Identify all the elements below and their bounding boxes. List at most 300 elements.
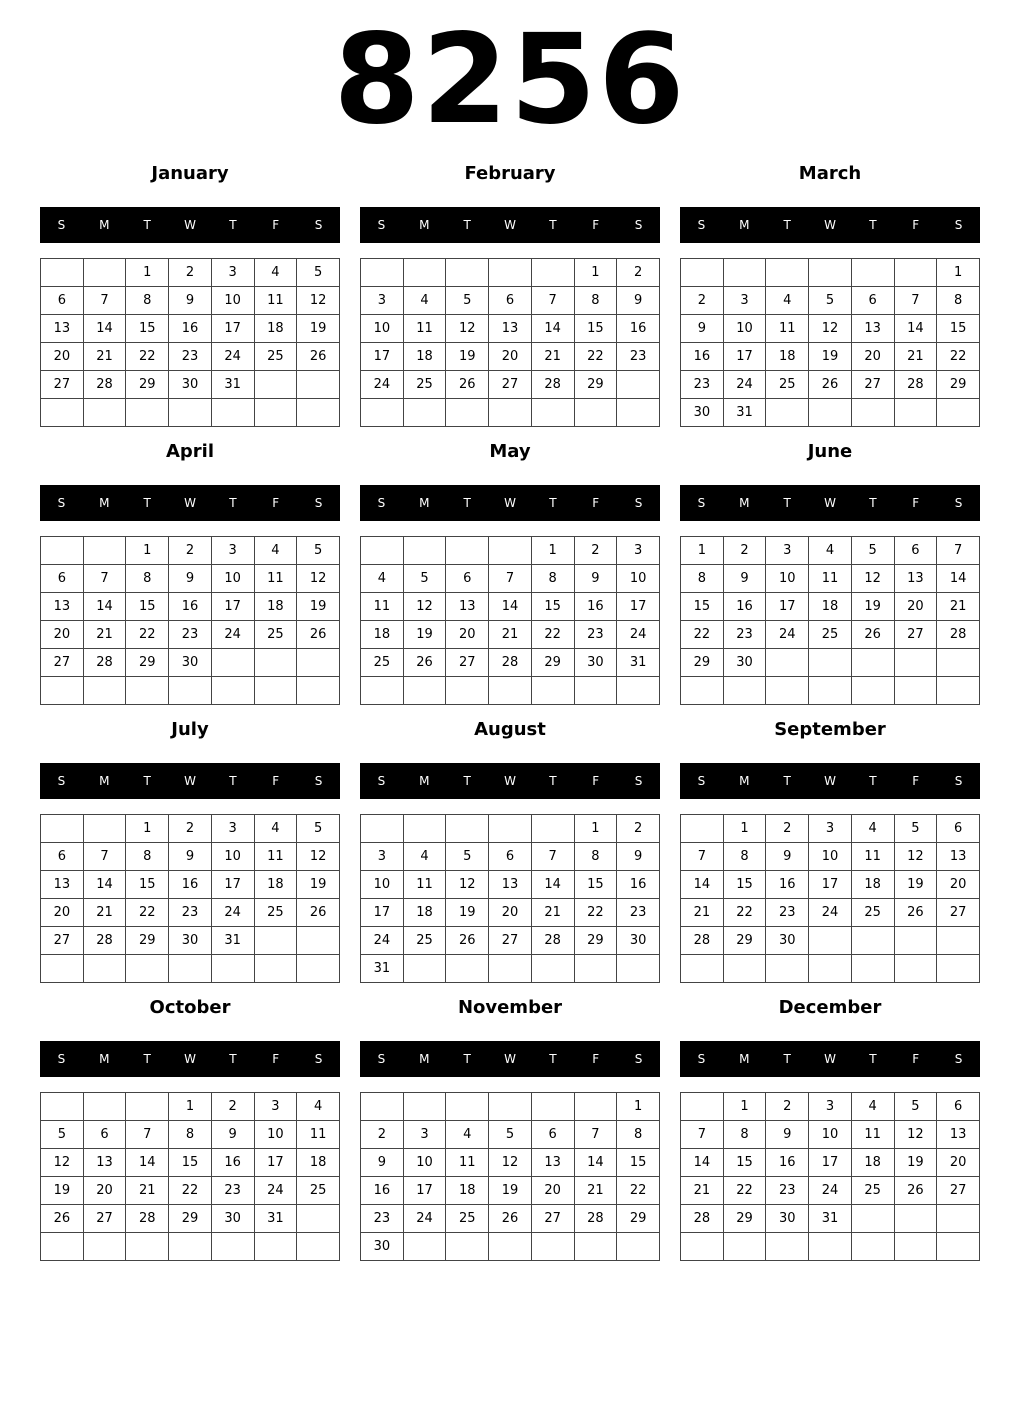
- day-cell: 23: [723, 621, 766, 649]
- day-cell: 10: [211, 287, 254, 315]
- week-row: [361, 677, 660, 705]
- day-cell: [894, 259, 937, 287]
- day-cell: [809, 1233, 852, 1261]
- week-row: [681, 677, 980, 705]
- day-cell: 2: [574, 537, 617, 565]
- weekday-label: F: [912, 774, 920, 788]
- day-cell: 26: [894, 899, 937, 927]
- weekday-label: T: [549, 1052, 557, 1066]
- day-cell: 28: [937, 621, 980, 649]
- week-row: [41, 287, 340, 315]
- day-cell: 17: [403, 1177, 446, 1205]
- day-cell: 19: [41, 1177, 84, 1205]
- day-cell: 16: [723, 593, 766, 621]
- week-row: [41, 315, 340, 343]
- day-cell: 4: [809, 537, 852, 565]
- day-cell: [403, 537, 446, 565]
- day-cell: 5: [809, 287, 852, 315]
- day-cell: 25: [254, 343, 297, 371]
- day-cell: 6: [937, 815, 980, 843]
- weekday-label: T: [463, 496, 471, 510]
- weekday-label: S: [634, 496, 643, 510]
- week-row: [41, 1149, 340, 1177]
- day-cell: [254, 677, 297, 705]
- day-cell: 12: [297, 565, 340, 593]
- day-cell: [894, 649, 937, 677]
- day-cell: 13: [41, 593, 84, 621]
- day-cell: [937, 1233, 980, 1261]
- weekday-label: T: [143, 774, 151, 788]
- day-cell: 20: [489, 899, 532, 927]
- day-cell: 21: [574, 1177, 617, 1205]
- weekday-label: W: [504, 774, 516, 788]
- day-cell: 25: [766, 371, 809, 399]
- day-cell: 24: [809, 899, 852, 927]
- day-cell: 5: [851, 537, 894, 565]
- day-cell: [41, 815, 84, 843]
- day-cell: [894, 399, 937, 427]
- weekday-label: S: [377, 496, 386, 510]
- day-cell: 9: [617, 287, 660, 315]
- day-cell: [361, 399, 404, 427]
- day-cell: 22: [617, 1177, 660, 1205]
- day-cell: 11: [851, 843, 894, 871]
- weekday-label: S: [314, 496, 323, 510]
- day-cell: 1: [574, 815, 617, 843]
- day-cell: 14: [894, 315, 937, 343]
- weekday-label: M: [99, 774, 110, 788]
- day-cell: 4: [254, 537, 297, 565]
- day-cell: [297, 1233, 340, 1261]
- day-cell: 7: [574, 1121, 617, 1149]
- day-cell: [403, 815, 446, 843]
- week-row: [361, 927, 660, 955]
- day-cell: 17: [617, 593, 660, 621]
- day-cell: 28: [681, 1205, 724, 1233]
- day-cell: 26: [41, 1205, 84, 1233]
- day-cell: 11: [254, 287, 297, 315]
- day-cell: 14: [574, 1149, 617, 1177]
- day-cell: 10: [211, 565, 254, 593]
- weekday-label: T: [549, 774, 557, 788]
- weekday-label: S: [697, 496, 706, 510]
- day-cell: 23: [617, 343, 660, 371]
- week-row: [681, 1233, 980, 1261]
- day-cell: 18: [809, 593, 852, 621]
- day-cell: 3: [254, 1093, 297, 1121]
- day-cell: 12: [446, 871, 489, 899]
- day-cell: 22: [531, 621, 574, 649]
- day-cell: 23: [574, 621, 617, 649]
- day-cell: 22: [681, 621, 724, 649]
- day-cell: 28: [681, 927, 724, 955]
- day-cell: 8: [723, 843, 766, 871]
- weekday-label: T: [549, 496, 557, 510]
- week-row: [361, 593, 660, 621]
- day-cell: [83, 399, 126, 427]
- day-cell: 2: [361, 1121, 404, 1149]
- weekday-label: S: [377, 218, 386, 232]
- day-cell: [809, 927, 852, 955]
- day-cell: 28: [489, 649, 532, 677]
- day-cell: [574, 1233, 617, 1261]
- day-cell: [617, 399, 660, 427]
- week-row: [41, 371, 340, 399]
- day-cell: 9: [681, 315, 724, 343]
- day-cell: 21: [937, 593, 980, 621]
- day-cell: [446, 677, 489, 705]
- day-cell: 2: [766, 1093, 809, 1121]
- day-cell: [254, 955, 297, 983]
- day-cell: 28: [126, 1205, 169, 1233]
- week-row: [681, 899, 980, 927]
- day-cell: 2: [169, 815, 212, 843]
- weekday-label: M: [739, 496, 750, 510]
- day-cell: 2: [169, 537, 212, 565]
- day-cell: 24: [617, 621, 660, 649]
- day-cell: 8: [574, 287, 617, 315]
- week-row: [681, 955, 980, 983]
- weekday-label: S: [377, 1052, 386, 1066]
- day-cell: [809, 259, 852, 287]
- day-cell: 8: [937, 287, 980, 315]
- weekday-label: T: [229, 774, 237, 788]
- day-cell: 10: [361, 315, 404, 343]
- day-cell: [403, 259, 446, 287]
- day-cell: 1: [681, 537, 724, 565]
- weekday-label: T: [869, 218, 877, 232]
- month-name: March: [798, 163, 862, 184]
- day-cell: 11: [851, 1121, 894, 1149]
- day-cell: 14: [83, 593, 126, 621]
- day-cell: [83, 955, 126, 983]
- weekday-label: S: [314, 774, 323, 788]
- week-row: [361, 371, 660, 399]
- day-cell: 19: [894, 871, 937, 899]
- month-name: April: [165, 441, 215, 462]
- day-cell: 21: [489, 621, 532, 649]
- day-cell: [723, 259, 766, 287]
- week-row: [361, 1177, 660, 1205]
- day-grid: [680, 1092, 980, 1261]
- day-cell: [403, 1233, 446, 1261]
- week-row: [361, 287, 660, 315]
- day-cell: 6: [41, 843, 84, 871]
- day-cell: 9: [169, 287, 212, 315]
- day-cell: 10: [723, 315, 766, 343]
- day-cell: 5: [894, 815, 937, 843]
- day-cell: 19: [403, 621, 446, 649]
- day-cell: 20: [41, 899, 84, 927]
- day-cell: [937, 677, 980, 705]
- week-row: [41, 649, 340, 677]
- day-cell: [851, 259, 894, 287]
- day-cell: 2: [723, 537, 766, 565]
- day-cell: 30: [766, 1205, 809, 1233]
- day-cell: 15: [169, 1149, 212, 1177]
- day-cell: 13: [851, 315, 894, 343]
- day-cell: 20: [41, 621, 84, 649]
- day-cell: 22: [574, 899, 617, 927]
- day-cell: [617, 371, 660, 399]
- day-cell: 20: [489, 343, 532, 371]
- day-cell: [851, 1233, 894, 1261]
- day-cell: 10: [361, 871, 404, 899]
- day-cell: 14: [681, 871, 724, 899]
- day-cell: 26: [297, 621, 340, 649]
- day-cell: [254, 371, 297, 399]
- day-cell: [766, 399, 809, 427]
- day-cell: 27: [531, 1205, 574, 1233]
- day-cell: [937, 927, 980, 955]
- day-cell: 14: [937, 565, 980, 593]
- day-cell: 24: [361, 371, 404, 399]
- day-cell: 23: [169, 899, 212, 927]
- day-cell: 22: [723, 899, 766, 927]
- day-cell: 12: [446, 315, 489, 343]
- day-cell: 27: [41, 371, 84, 399]
- day-grid: [360, 1092, 660, 1261]
- week-row: [361, 955, 660, 983]
- day-cell: 3: [211, 815, 254, 843]
- day-cell: [211, 1233, 254, 1261]
- day-cell: 21: [83, 899, 126, 927]
- day-cell: 9: [723, 565, 766, 593]
- week-row: [41, 1233, 340, 1261]
- day-cell: [297, 927, 340, 955]
- day-cell: 5: [489, 1121, 532, 1149]
- day-cell: [211, 677, 254, 705]
- day-cell: 26: [403, 649, 446, 677]
- day-cell: 10: [617, 565, 660, 593]
- day-cell: 13: [937, 843, 980, 871]
- day-cell: 29: [126, 649, 169, 677]
- day-cell: 18: [766, 343, 809, 371]
- week-row: [681, 621, 980, 649]
- weekday-header: [680, 1041, 980, 1077]
- weekday-label: M: [419, 218, 430, 232]
- week-row: [681, 843, 980, 871]
- day-cell: 25: [254, 621, 297, 649]
- day-cell: 22: [937, 343, 980, 371]
- week-row: [361, 843, 660, 871]
- weekday-label: M: [739, 1052, 750, 1066]
- day-cell: [489, 399, 532, 427]
- day-cell: 30: [169, 649, 212, 677]
- week-row: [361, 315, 660, 343]
- day-cell: 16: [169, 315, 212, 343]
- day-cell: 13: [83, 1149, 126, 1177]
- weekday-label: S: [57, 218, 66, 232]
- day-cell: [211, 649, 254, 677]
- week-row: [41, 343, 340, 371]
- day-cell: 17: [211, 871, 254, 899]
- day-cell: 11: [361, 593, 404, 621]
- day-cell: [169, 1233, 212, 1261]
- day-cell: 9: [169, 843, 212, 871]
- weekday-label: W: [824, 1052, 836, 1066]
- weekday-label: S: [377, 774, 386, 788]
- weekday-label: T: [869, 774, 877, 788]
- day-cell: 21: [83, 621, 126, 649]
- day-cell: [446, 537, 489, 565]
- day-cell: 10: [766, 565, 809, 593]
- weekday-label: T: [783, 496, 791, 510]
- day-cell: 12: [809, 315, 852, 343]
- day-cell: [211, 399, 254, 427]
- day-cell: [403, 399, 446, 427]
- day-cell: 15: [574, 315, 617, 343]
- day-cell: 7: [937, 537, 980, 565]
- day-cell: 15: [723, 871, 766, 899]
- month-name: November: [457, 997, 563, 1018]
- day-cell: 28: [531, 371, 574, 399]
- weekday-label: W: [184, 774, 196, 788]
- day-cell: 21: [83, 343, 126, 371]
- weekday-label: S: [314, 218, 323, 232]
- week-row: [41, 927, 340, 955]
- weekday-label: T: [463, 218, 471, 232]
- week-row: [361, 1233, 660, 1261]
- day-cell: 6: [446, 565, 489, 593]
- day-cell: 18: [254, 593, 297, 621]
- day-cell: 11: [254, 843, 297, 871]
- day-cell: 1: [126, 259, 169, 287]
- day-cell: 18: [446, 1177, 489, 1205]
- day-cell: 8: [723, 1121, 766, 1149]
- day-cell: [851, 955, 894, 983]
- weekday-label: T: [869, 1052, 877, 1066]
- day-cell: 26: [809, 371, 852, 399]
- day-cell: 16: [766, 1149, 809, 1177]
- day-cell: 30: [169, 371, 212, 399]
- day-cell: 14: [126, 1149, 169, 1177]
- day-cell: 29: [574, 927, 617, 955]
- day-cell: 27: [489, 927, 532, 955]
- week-row: [41, 259, 340, 287]
- day-cell: [766, 649, 809, 677]
- day-cell: 5: [297, 537, 340, 565]
- day-cell: [723, 955, 766, 983]
- day-cell: 4: [403, 287, 446, 315]
- week-row: [681, 815, 980, 843]
- day-cell: 23: [681, 371, 724, 399]
- day-grid: [360, 536, 660, 705]
- day-cell: 16: [361, 1177, 404, 1205]
- day-cell: 21: [531, 343, 574, 371]
- day-cell: 30: [617, 927, 660, 955]
- day-cell: [83, 677, 126, 705]
- day-cell: 27: [851, 371, 894, 399]
- day-cell: 29: [723, 927, 766, 955]
- week-row: [361, 1121, 660, 1149]
- day-cell: 5: [446, 287, 489, 315]
- weekday-label: S: [954, 1052, 963, 1066]
- day-cell: 28: [83, 371, 126, 399]
- week-row: [681, 593, 980, 621]
- day-cell: 3: [766, 537, 809, 565]
- weekday-header: [40, 763, 340, 799]
- day-cell: 31: [809, 1205, 852, 1233]
- day-cell: [361, 537, 404, 565]
- day-cell: 13: [41, 871, 84, 899]
- week-row: [681, 927, 980, 955]
- weekday-label: W: [824, 774, 836, 788]
- day-cell: 9: [574, 565, 617, 593]
- month-name: December: [778, 997, 882, 1018]
- week-row: [681, 871, 980, 899]
- week-row: [41, 815, 340, 843]
- weekday-label: F: [272, 1052, 280, 1066]
- day-cell: 27: [894, 621, 937, 649]
- day-cell: 25: [361, 649, 404, 677]
- day-cell: 17: [723, 343, 766, 371]
- day-cell: [766, 955, 809, 983]
- day-cell: 1: [126, 815, 169, 843]
- day-cell: 5: [403, 565, 446, 593]
- weekday-label: T: [229, 496, 237, 510]
- week-row: [41, 399, 340, 427]
- day-cell: 29: [531, 649, 574, 677]
- day-cell: [361, 815, 404, 843]
- day-cell: 12: [894, 1121, 937, 1149]
- week-row: [681, 1177, 980, 1205]
- day-cell: 29: [723, 1205, 766, 1233]
- day-cell: 18: [851, 1149, 894, 1177]
- day-cell: 25: [851, 899, 894, 927]
- day-cell: [531, 1093, 574, 1121]
- day-cell: [169, 955, 212, 983]
- day-cell: 10: [211, 843, 254, 871]
- day-cell: 4: [766, 287, 809, 315]
- weekday-label: W: [504, 496, 516, 510]
- day-cell: 25: [297, 1177, 340, 1205]
- day-cell: [489, 955, 532, 983]
- day-cell: [446, 399, 489, 427]
- day-cell: 5: [41, 1121, 84, 1149]
- week-row: [41, 565, 340, 593]
- day-cell: 28: [531, 927, 574, 955]
- day-cell: 28: [83, 649, 126, 677]
- day-cell: 16: [574, 593, 617, 621]
- day-cell: [851, 677, 894, 705]
- day-cell: [446, 955, 489, 983]
- day-cell: 11: [403, 871, 446, 899]
- week-row: [361, 259, 660, 287]
- day-cell: [531, 815, 574, 843]
- day-cell: [531, 1233, 574, 1261]
- day-cell: 16: [211, 1149, 254, 1177]
- day-cell: 23: [766, 899, 809, 927]
- day-cell: 10: [403, 1149, 446, 1177]
- day-cell: 22: [169, 1177, 212, 1205]
- day-cell: 27: [446, 649, 489, 677]
- day-cell: [126, 677, 169, 705]
- day-cell: [937, 1205, 980, 1233]
- weekday-header: [360, 763, 660, 799]
- day-cell: 16: [617, 871, 660, 899]
- day-cell: 11: [403, 315, 446, 343]
- day-cell: [126, 955, 169, 983]
- day-cell: 17: [766, 593, 809, 621]
- weekday-label: F: [592, 496, 600, 510]
- weekday-label: S: [57, 774, 66, 788]
- day-cell: [809, 955, 852, 983]
- day-cell: 18: [297, 1149, 340, 1177]
- week-row: [681, 343, 980, 371]
- day-cell: [809, 399, 852, 427]
- day-cell: 20: [41, 343, 84, 371]
